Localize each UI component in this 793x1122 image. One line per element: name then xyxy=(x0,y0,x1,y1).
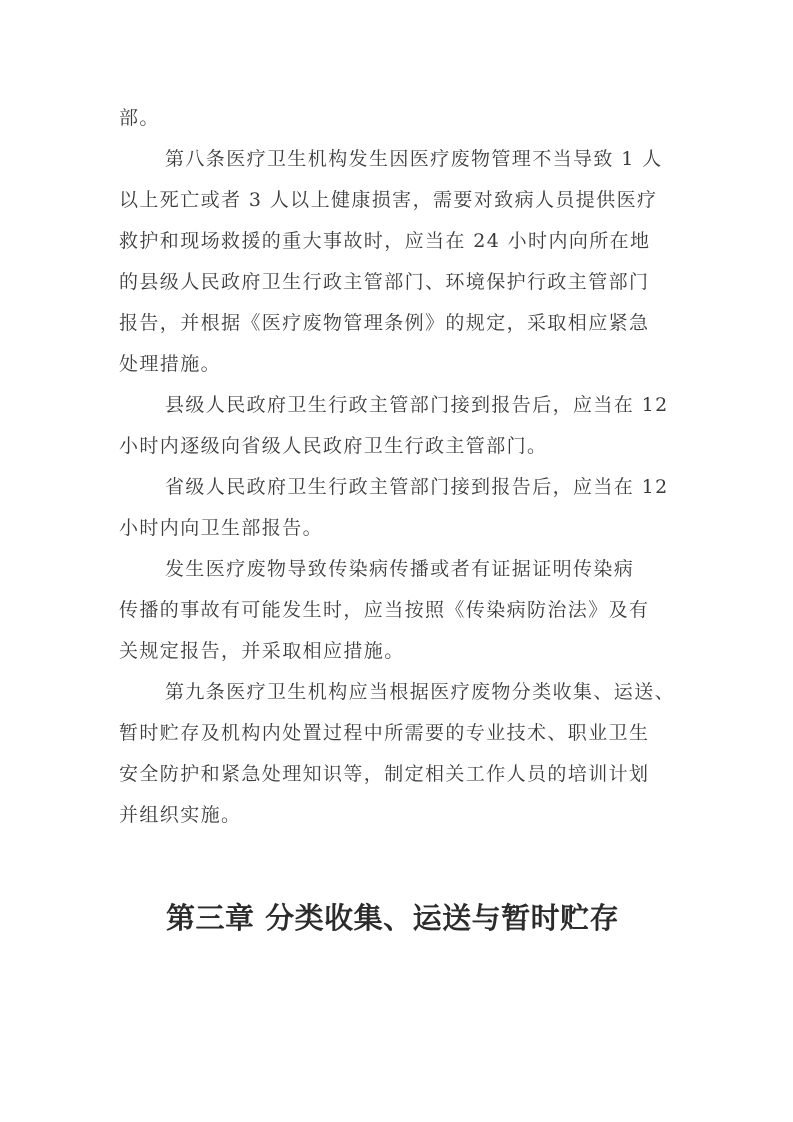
text-line: 报告，并根据《医疗废物管理条例》的规定，采取相应紧急 xyxy=(119,312,650,334)
text-line: 并组织实施。 xyxy=(119,804,242,826)
text-line: 部。 xyxy=(119,107,160,129)
text-line: 传播的事故有可能发生时，应当按照《传染病防治法》及有 xyxy=(119,599,650,621)
text-line: 小时内向卫生部报告。 xyxy=(119,517,324,539)
text-line: 安全防护和紧急处理知识等，制定相关工作人员的培训计划 xyxy=(119,763,650,785)
article-9-paragraph-start: 第九条医疗卫生机构应当根据医疗废物分类收集、运送、 xyxy=(165,681,676,703)
chapter-heading: 第三章 分类收集、运送与暂时贮存 xyxy=(166,901,620,935)
paragraph-start: 县级人民政府卫生行政主管部门接到报告后，应当在 12 xyxy=(165,394,669,416)
text-line: 的县级人民政府卫生行政主管部门、环境保护行政主管部门 xyxy=(119,271,650,293)
paragraph-start: 发生医疗废物导致传染病传播或者有证据证明传染病 xyxy=(165,558,635,580)
text-line: 救护和现场救援的重大事故时，应当在 24 小时内向所在地 xyxy=(119,230,651,252)
text-line: 以上死亡或者 3 人以上健康损害，需要对致病人员提供医疗 xyxy=(119,189,658,211)
paragraph-start: 省级人民政府卫生行政主管部门接到报告后，应当在 12 xyxy=(165,476,669,498)
text-line: 处理措施。 xyxy=(119,353,222,375)
text-line: 小时内逐级向省级人民政府卫生行政主管部门。 xyxy=(119,435,548,457)
text-line: 关规定报告，并采取相应措施。 xyxy=(119,640,405,662)
text-line: 暂时贮存及机构内处置过程中所需要的专业技术、职业卫生 xyxy=(119,722,650,744)
article-8-paragraph-start: 第八条医疗卫生机构发生因医疗废物管理不当导致 1 人 xyxy=(165,148,663,170)
